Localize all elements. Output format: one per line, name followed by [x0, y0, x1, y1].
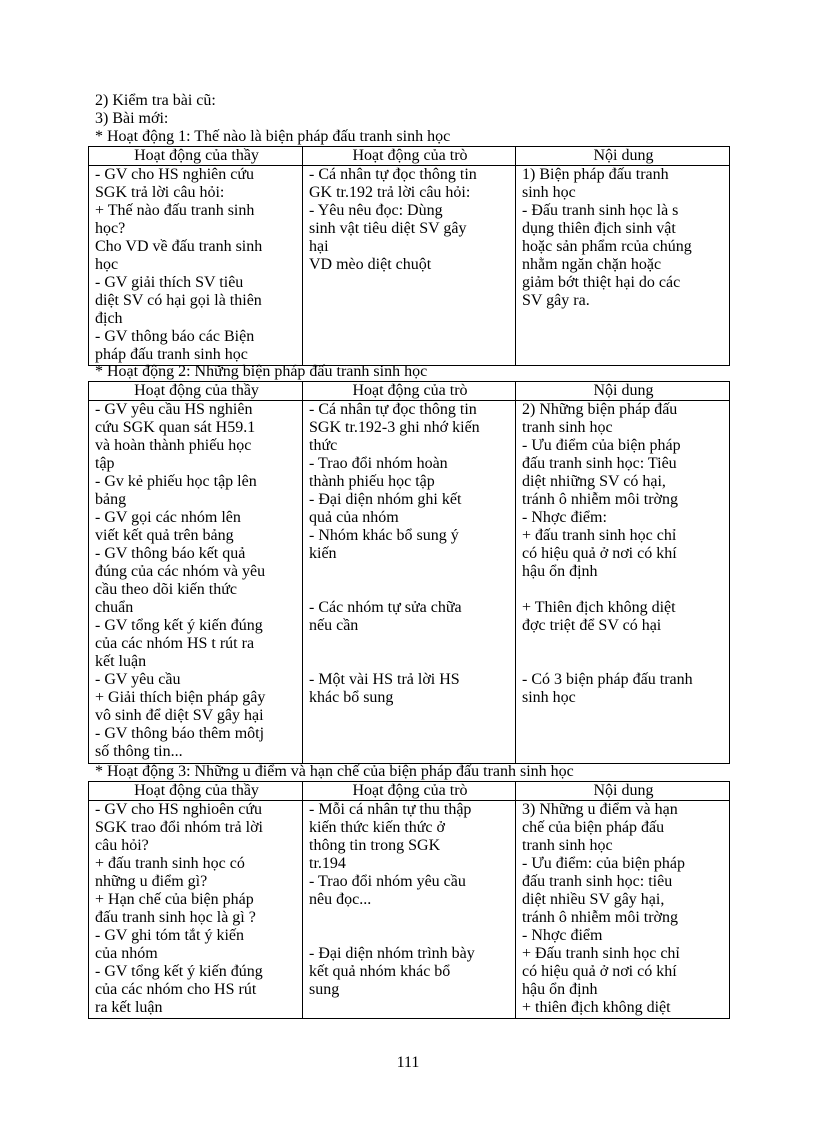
header-content: Nội dung [516, 147, 730, 166]
student-line: - Đại diện nhóm trình bày [309, 945, 475, 962]
content-line: - Có 3 biện pháp đấu tranh [522, 671, 693, 688]
student-cell [303, 401, 516, 764]
header-student: Hoạt động của trò [303, 147, 516, 166]
teacher-line: tập [95, 455, 115, 472]
teacher-line: - GV thông báo thêm môtj [95, 725, 265, 742]
header-teacher: Hoạt động của thầy [89, 782, 303, 801]
new-lesson-heading: 3) Bài mới: [95, 110, 169, 127]
header-student: Hoạt động của trò [303, 782, 516, 801]
blank-line [309, 909, 511, 927]
teacher-line: diệt SV có hại gọi là thiên [95, 292, 262, 309]
teacher-line: - GV gọi các nhóm lên [95, 509, 241, 526]
teacher-line: đấu tranh sinh học là gì ? [95, 909, 256, 926]
content-line: 1) Biện pháp đấu tranh [522, 166, 669, 183]
blank-line [309, 563, 511, 581]
student-line: - Cá nhân tự đọc thông tin [309, 401, 477, 418]
teacher-line: - GV yêu cầu HS nghiên [95, 401, 253, 418]
content-line: - Nhợc điểm: [522, 509, 607, 526]
page-number: 111 [396, 1054, 420, 1071]
teacher-line: học? [95, 220, 126, 237]
student-line: - Nhóm khác bổ sung ý [309, 527, 459, 544]
student-line: thông tin trong SGK [309, 837, 441, 854]
header-teacher: Hoạt động của thầy [89, 147, 303, 166]
header-teacher: Hoạt động của thầy [89, 382, 303, 401]
teacher-line: SGK trả lời câu hỏi: [95, 184, 225, 201]
student-line: - Các nhóm tự sửa chữa [309, 599, 462, 616]
student-line: quả của nhóm [309, 509, 399, 526]
content-line: dụng thiên địch sinh vật [522, 220, 676, 237]
blank-line [309, 653, 511, 671]
teacher-line: địch [95, 310, 123, 327]
student-line: sung [309, 981, 340, 998]
content-line: 2) Những biện pháp đấu [522, 401, 678, 418]
content-line: - Đấu tranh sinh học là s [522, 202, 679, 219]
content-line: sinh học [522, 184, 576, 201]
content-line: diệt nhiều SV gây hại, [522, 891, 665, 908]
student-cell [303, 801, 516, 1019]
table-header-row [89, 147, 730, 166]
teacher-line: - GV cho HS nghioên cứu [95, 801, 263, 818]
header-content: Nội dung [516, 382, 730, 401]
activity-2-table [88, 381, 730, 764]
content-line: chế của biện pháp đấu [522, 819, 665, 836]
content-line: + Thiên địch không diệt [522, 599, 676, 616]
content-line: - Ưu điểm: của biện pháp [522, 855, 686, 872]
student-line: kiến thức kiến thức ở [309, 819, 445, 836]
content-line: tranh sinh học [522, 419, 613, 436]
teacher-line: - Gv kẻ phiếu học tập lên [95, 473, 257, 490]
student-line: kiến [309, 545, 337, 562]
activity-3-title: * Hoạt động 3: Những u điểm và hạn chế của biện pháp đấu tranh sinh học [95, 763, 574, 780]
student-cell [303, 166, 516, 366]
teacher-line: và hoàn thành phiếu học [95, 437, 252, 454]
blank-line [522, 635, 725, 653]
teacher-line: câu hỏi? [95, 837, 149, 854]
content-line: sinh học [522, 689, 576, 706]
content-line: + Đấu tranh sinh học chỉ [522, 945, 680, 962]
teacher-line: - GV tổng kết ý kiến đúng [95, 617, 263, 634]
student-line: nêu đọc... [309, 891, 372, 908]
table-row [89, 166, 730, 366]
content-cell [516, 166, 730, 366]
teacher-cell [89, 401, 303, 764]
teacher-line: đúng của các nhóm và yêu [95, 563, 266, 580]
student-line: - Yêu nêu đọc: Dùng [309, 202, 443, 219]
activity-1-table [88, 146, 730, 366]
teacher-line: - GV ghi tóm tắt ý kiến [95, 927, 245, 944]
content-line: đợc triệt để SV có hại [522, 617, 662, 634]
teacher-line: SGK trao đổi nhóm trả lời [95, 819, 263, 836]
teacher-line: - GV thông báo kết quả [95, 545, 246, 562]
content-line: tránh ô nhiễm môi trờng [522, 491, 678, 508]
content-line: + thiên địch không diệt [522, 999, 671, 1016]
teacher-line: pháp đấu tranh sinh học [95, 346, 248, 363]
blank-line [309, 927, 511, 945]
teacher-cell [89, 801, 303, 1019]
teacher-line: bảng [95, 491, 127, 508]
student-line: kết quả nhóm khác bổ [309, 963, 451, 980]
table-row [89, 401, 730, 764]
teacher-line: Cho VD về đấu tranh sinh [95, 238, 263, 255]
content-line: đấu tranh sinh học: tiêu [522, 873, 673, 890]
content-line: hậu ổn định [522, 981, 598, 998]
content-line: - Nhợc điểm [522, 927, 603, 944]
student-line: - Đại diện nhóm ghi kết [309, 491, 462, 508]
content-line: tránh ô nhiễm môi trờng [522, 909, 678, 926]
teacher-line: ra kết luận [95, 999, 163, 1016]
content-cell [516, 801, 730, 1019]
content-line: SV gây ra. [522, 292, 590, 309]
student-line: - Cá nhân tự đọc thông tin [309, 166, 477, 183]
student-line: thành phiếu học tập [309, 473, 435, 490]
teacher-line: vô sinh để diệt SV gây hại [95, 707, 264, 724]
teacher-line: cầu theo dõi kiến thức [95, 581, 237, 598]
blank-line [522, 581, 725, 599]
teacher-line: kết luận [95, 653, 147, 670]
teacher-line: viết kết quả trên bảng [95, 527, 234, 544]
blank-line [309, 635, 511, 653]
table-header-row [89, 782, 730, 801]
content-line: có hiệu quả ở nơi có khí [522, 963, 677, 980]
header-content: Nội dung [516, 782, 730, 801]
blank-line [522, 653, 725, 671]
activity-2-title: * Hoạt động 2: Những biện pháp đấu tranh sinh học [95, 363, 428, 380]
teacher-line: những u điểm gì? [95, 873, 208, 890]
student-line: - Trao đổi nhóm hoàn [309, 455, 448, 472]
content-line: tranh sinh học [522, 837, 613, 854]
teacher-line: + Giải thích biện pháp gây [95, 689, 266, 706]
content-line: nhằm ngăn chặn hoặc [522, 256, 662, 273]
student-line: VD mèo diệt chuột [309, 256, 432, 273]
teacher-line: - GV thông báo các Biện [95, 328, 255, 345]
teacher-line: của các nhóm cho HS rút [95, 981, 257, 998]
table-row [89, 801, 730, 1019]
activity-1-title: * Hoạt động 1: Thế nào là biện pháp đấu tranh sinh học [95, 128, 451, 145]
teacher-line: - GV yêu cầu [95, 671, 181, 688]
content-line: diệt nhiững SV có hại, [522, 473, 666, 490]
content-line: 3) Những u điểm và hạn [522, 801, 678, 818]
review-heading: 2) Kiểm tra bài cũ: [95, 92, 216, 109]
student-line: hại [309, 238, 329, 255]
content-line: - Ưu điểm của biện pháp [522, 437, 681, 454]
teacher-line: + Hạn chế của biện pháp [95, 891, 254, 908]
blank-line [309, 581, 511, 599]
table-header-row [89, 382, 730, 401]
student-line: khác bổ sung [309, 689, 394, 706]
content-line: hoặc sản phẩm rcủa chúng [522, 238, 692, 255]
student-line: thức [309, 437, 338, 454]
teacher-line: của nhóm [95, 945, 158, 962]
content-line: đấu tranh sinh học: Tiêu [522, 455, 677, 472]
teacher-line: - GV cho HS nghiên cứu [95, 166, 255, 183]
teacher-line: - GV giải thích SV tiêu [95, 274, 244, 291]
teacher-line: + đấu tranh sinh học có [95, 855, 245, 872]
student-line: - Một vài HS trả lời HS [309, 671, 460, 688]
teacher-line: của các nhóm HS t rút ra [95, 635, 255, 652]
content-line: giảm bớt thiệt hại do các [522, 274, 681, 291]
teacher-line: - GV tổng kết ý kiến đúng [95, 963, 263, 980]
student-line: SGK tr.192-3 ghi nhớ kiến [309, 419, 480, 436]
activity-3-table [88, 781, 730, 1019]
teacher-line: số thông tin... [95, 743, 183, 760]
teacher-line: cứu SGK quan sát H59.1 [95, 419, 256, 436]
content-line: + đấu tranh sinh học chỉ [522, 527, 677, 544]
student-line: - Trao đổi nhóm yêu cầu [309, 873, 466, 890]
teacher-cell [89, 166, 303, 366]
student-line: tr.194 [309, 855, 346, 872]
student-line: - Mỗi cá nhân tự thu thập [309, 801, 472, 818]
student-line: sinh vật tiêu diệt SV gây [309, 220, 467, 237]
student-line: nếu cần [309, 617, 359, 634]
teacher-line: học [95, 256, 119, 273]
header-student: Hoạt động của trò [303, 382, 516, 401]
teacher-line: + Thế nào đấu tranh sinh [95, 202, 255, 219]
student-line: GK tr.192 trả lời câu hỏi: [309, 184, 471, 201]
content-line: hậu ổn định [522, 563, 598, 580]
content-line: có hiệu quả ở nơi có khí [522, 545, 677, 562]
teacher-line: chuẩn [95, 599, 134, 616]
content-cell [516, 401, 730, 764]
